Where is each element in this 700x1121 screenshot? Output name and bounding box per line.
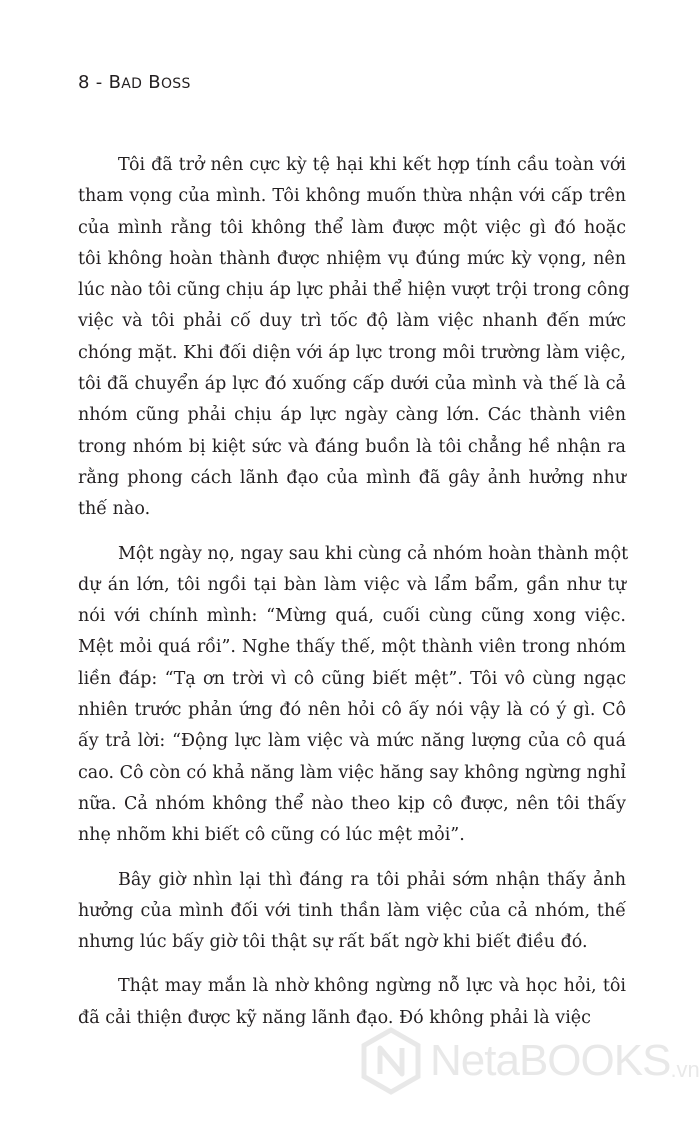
text-line: thế nào. (78, 499, 151, 520)
text-line: ấy trả lời: “Động lực làm việc và mức năng lượng của cô quá (78, 731, 626, 752)
running-head (78, 72, 191, 93)
body-text (78, 150, 630, 1034)
text-line: dự án lớn, tôi ngồi tại bàn làm việc và lẩm bẩm, gần như tự (78, 574, 626, 595)
page-number: 8 (78, 72, 90, 93)
text-line: lúc nào tôi cũng chịu áp lực phải thể hiện vượt trội trong công (78, 280, 630, 301)
text-line: đã cải thiện được kỹ năng lãnh đạo. Đó không phải là việc (78, 1007, 591, 1028)
text-line: hưởng của mình đối với tinh thần làm việc của cả nhóm, thế (78, 900, 626, 921)
paragraph (78, 865, 626, 959)
header-separator: - (95, 72, 103, 93)
text-line: Thật may mắn là nhờ không ngừng nỗ lực và học hỏi, tôi (118, 976, 626, 997)
text-line: nhiên trước phản ứng đó nên hỏi cô ấy nói vậy là có ý gì. Cô (78, 700, 626, 721)
text-line: liền đáp: “Tạ ơn trời vì cô cũng biết mệt”. Tôi vô cùng ngạc (78, 668, 626, 689)
text-line: Mệt mỏi quá rồi”. Nghe thấy thế, một thành viên trong nhóm (78, 637, 626, 658)
text-line: Bây giờ nhìn lại thì đáng ra tôi phải sớm nhận thấy ảnh (118, 869, 626, 890)
text-line: Tôi đã trở nên cực kỳ tệ hại khi kết hợp tính cầu toàn với (118, 155, 626, 175)
text-line: nhẹ nhõm khi biết cô cũng có lúc mệt mỏi”. (78, 825, 465, 846)
text-line: nhưng lúc bấy giờ tôi thật sự rất bất ngờ khi biết điều đó. (78, 932, 588, 953)
text-line: nhóm cũng phải chịu áp lực ngày càng lớn. Các thành viên (78, 405, 626, 426)
text-line: rằng phong cách lãnh đạo của mình đã gây ảnh hưởng như (78, 467, 626, 488)
paragraph (78, 539, 629, 852)
text-line: nói với chính mình: “Mừng quá, cuối cùng cũng xong việc. (78, 606, 626, 627)
text-line: tôi đã chuyển áp lực đó xuống cấp dưới của mình và thế là cả (78, 374, 626, 395)
text-line: trong nhóm bị kiệt sức và đáng buồn là tôi chẳng hề nhận ra (78, 436, 626, 457)
watermark-suffix: .vn (670, 1057, 700, 1082)
text-line: Một ngày nọ, ngay sau khi cùng cả nhóm hoàn thành một (118, 543, 629, 564)
text-line: tham vọng của mình. Tôi không muốn thừa nhận với cấp trên (78, 186, 626, 207)
book-title: BAD BOSS (108, 72, 191, 93)
text-line: tôi không hoàn thành được nhiệm vụ đúng mức kỳ vọng, nên (78, 248, 626, 269)
text-line: việc và tôi phải cố duy trì tốc độ làm việc nhanh đến mức (78, 311, 626, 332)
text-line: cao. Cô còn có khả năng làm việc hăng say không ngừng nghỉ (78, 762, 626, 783)
text-line: nữa. Cả nhóm không thể nào theo kịp cô được, nên tôi thấy (78, 793, 626, 814)
text-line: của mình rằng tôi không thể làm được một việc gì đó hoặc (78, 217, 626, 238)
text-line: chóng mặt. Khi đối diện với áp lực trong môi trường làm việc, (78, 342, 626, 363)
watermark-brand: NetaBOOKS (430, 1036, 671, 1085)
paragraph (78, 150, 630, 526)
watermark (356, 1025, 700, 1097)
netabooks-logo-icon (356, 1026, 426, 1096)
